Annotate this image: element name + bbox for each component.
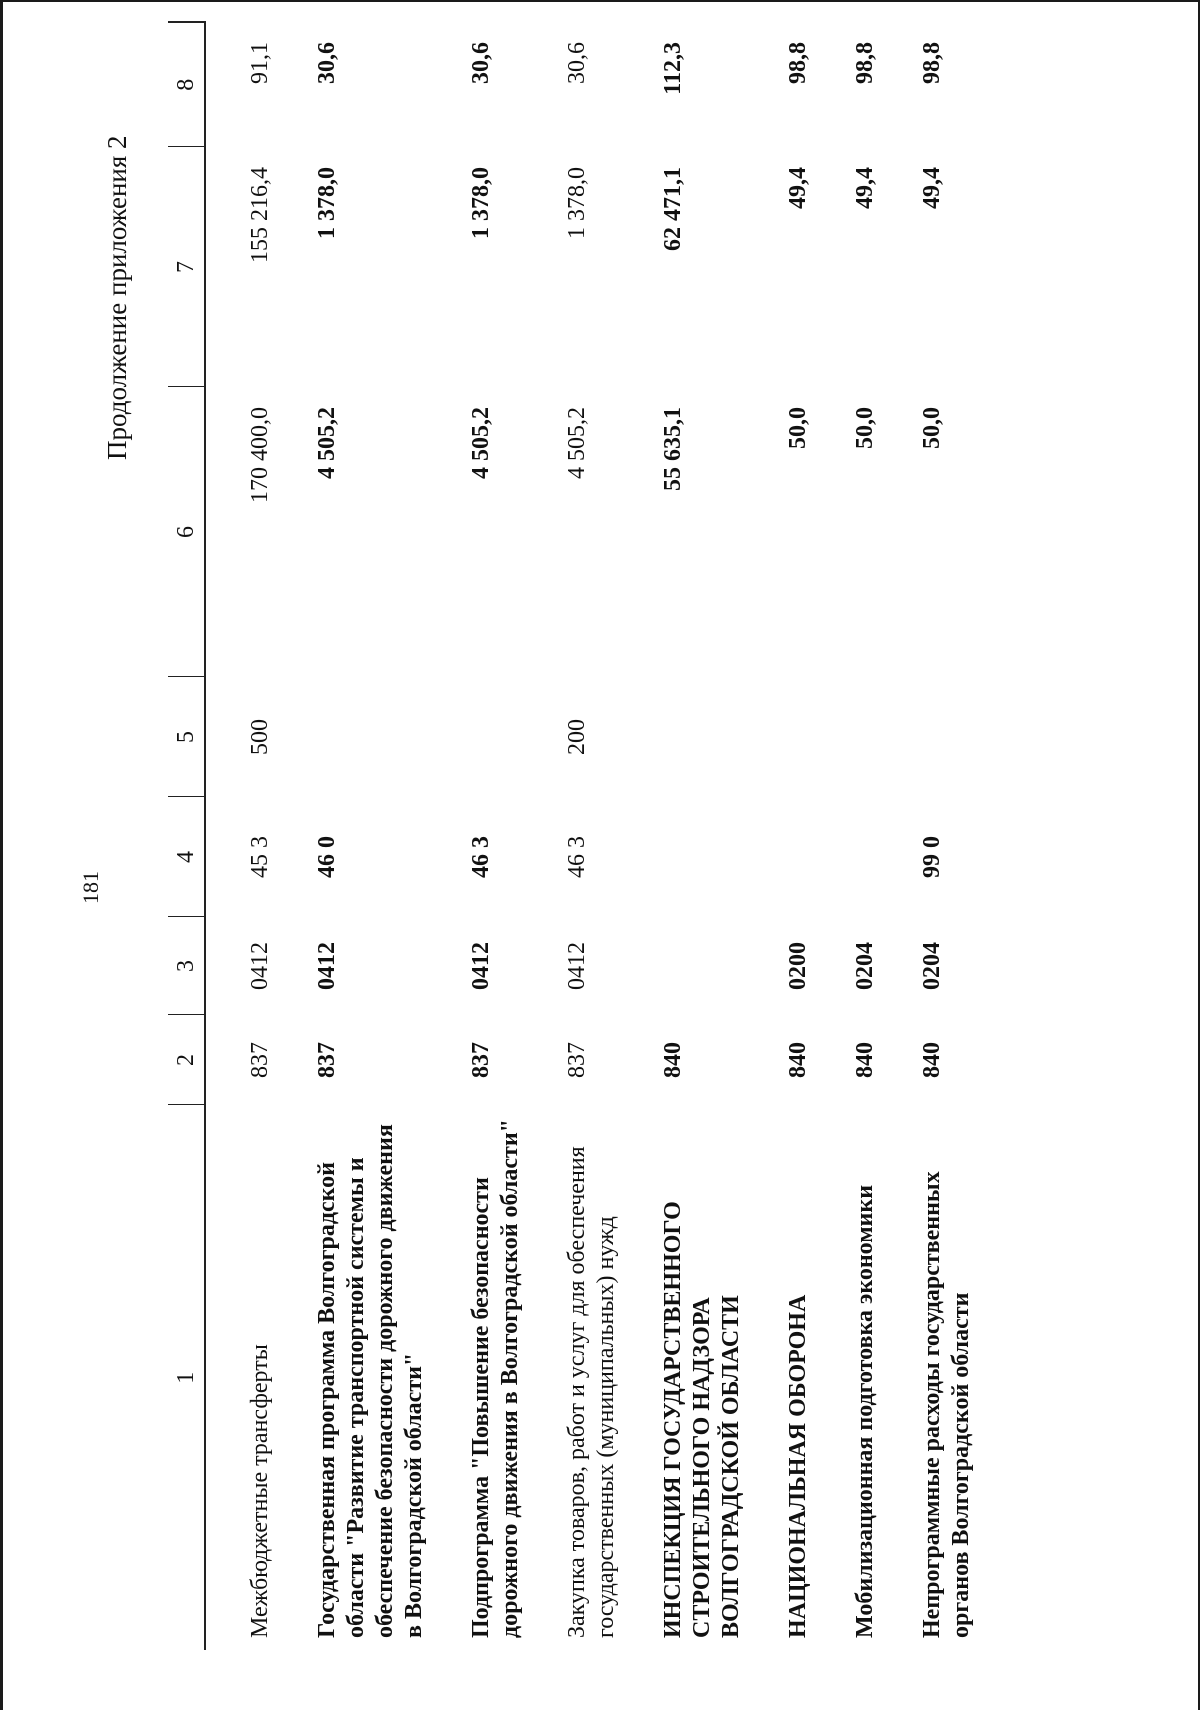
table-row [439, 22, 535, 1650]
cell-col-8: 30,6 [314, 42, 340, 84]
cell-col-8: 98,8 [852, 42, 878, 84]
cell-col-7: 49,4 [852, 167, 878, 209]
cell-col-2: 840 [852, 1042, 878, 1078]
cell-col-4: 99 0 [919, 836, 945, 878]
row-name: Подпрограмма "Повышение безопасности дорожного движения в Волгоградской области" [468, 1119, 523, 1638]
table-row [823, 22, 890, 1650]
cell-col-3: 0412 [247, 942, 273, 990]
cell-col-2: 840 [660, 1042, 686, 1078]
cell-col-3: 0200 [785, 942, 811, 990]
header-col-3: 3 [168, 917, 205, 1015]
table-row [756, 22, 823, 1650]
cell-col-6: 50,0 [852, 407, 878, 449]
cell-col-5: 200 [564, 719, 590, 755]
cell-col-6: 4 505,2 [314, 407, 340, 479]
cell-col-3: 0412 [564, 942, 590, 990]
cell-col-4: 46 3 [564, 836, 590, 878]
cell-col-5 [823, 677, 890, 797]
cell-col-8: 30,6 [564, 42, 590, 84]
header-col-5: 5 [168, 677, 205, 797]
cell-col-5 [631, 677, 756, 797]
row-name: Непрограммные расходы государственных органов Волгоградской области [919, 1171, 974, 1638]
cell-col-2: 837 [564, 1042, 590, 1078]
table-row [890, 22, 986, 1650]
header-col-2: 2 [168, 1015, 205, 1105]
header-col-7: 7 [168, 147, 205, 387]
cell-col-7: 49,4 [785, 167, 811, 209]
cell-col-5 [285, 677, 439, 797]
cell-col-4: 46 0 [314, 836, 340, 878]
header-row [168, 22, 205, 1650]
cell-col-2: 837 [468, 1042, 494, 1078]
cell-col-6: 4 505,2 [564, 407, 590, 479]
cell-col-7: 1 378,0 [564, 167, 590, 239]
row-name: НАЦИОНАЛЬНАЯ ОБОРОНА [785, 1294, 811, 1638]
cell-col-6: 50,0 [919, 407, 945, 449]
cell-col-7: 155 216,4 [247, 167, 273, 263]
cell-col-8: 98,8 [785, 42, 811, 84]
row-name: Государственная программа Волгоградской области "Развитие транспортной системы и обеспечение безопасности дорожного движения в Волгоградской области" [314, 1124, 427, 1638]
cell-col-7: 1 378,0 [314, 167, 340, 239]
row-name: Мобилизационная подготовка экономики [852, 1184, 878, 1638]
cell-col-3 [631, 917, 756, 1015]
cell-col-5 [756, 677, 823, 797]
row-name: Закупка товаров, работ и услуг для обеспечения государственных (муниципальных) нужд [564, 1146, 619, 1638]
cell-col-8: 112,3 [660, 42, 686, 95]
cell-col-3: 0412 [468, 942, 494, 990]
cell-col-6: 170 400,0 [247, 407, 273, 503]
table-row [631, 22, 756, 1650]
cell-col-7: 49,4 [919, 167, 945, 209]
budget-table [168, 21, 986, 1650]
cell-col-7: 1 378,0 [468, 167, 494, 239]
cell-col-6: 4 505,2 [468, 407, 494, 479]
table-row [535, 22, 631, 1650]
continuation-label: Продолжение приложения 2 [102, 135, 132, 460]
cell-col-3: 0204 [919, 942, 945, 990]
cell-col-8: 91,1 [247, 42, 273, 84]
cell-col-2: 840 [785, 1042, 811, 1078]
row-name: ИНСПЕКЦИЯ ГОСУДАРСТВЕННОГО СТРОИТЕЛЬНОГО НАДЗОРА ВОЛГОГРАДСКОЙ ОБЛАСТИ [660, 1201, 744, 1638]
cell-col-5 [890, 677, 986, 797]
cell-col-7: 62 471,1 [660, 167, 686, 251]
page-number: 181 [78, 871, 103, 904]
cell-col-2: 837 [247, 1042, 273, 1078]
cell-col-3: 0204 [852, 942, 878, 990]
cell-col-8: 98,8 [919, 42, 945, 84]
cell-col-4: 45 3 [247, 836, 273, 878]
cell-col-2: 840 [919, 1042, 945, 1078]
cell-col-4: 46 3 [468, 836, 494, 878]
cell-col-3: 0412 [314, 942, 340, 990]
cell-col-6: 50,0 [785, 407, 811, 449]
row-name: Межбюджетные трансферты [247, 1344, 273, 1638]
cell-col-2: 837 [314, 1042, 340, 1078]
cell-col-6: 55 635,1 [660, 407, 686, 491]
cell-col-4 [756, 797, 823, 917]
cell-col-4 [823, 797, 890, 917]
cell-col-8: 30,6 [468, 42, 494, 84]
table-row [285, 22, 439, 1650]
header-col-8: 8 [168, 22, 205, 147]
cell-col-5 [439, 677, 535, 797]
table-row [205, 22, 285, 1650]
header-col-6: 6 [168, 387, 205, 677]
header-col-1: 1 [168, 1105, 205, 1650]
cell-col-5: 500 [247, 719, 273, 755]
cell-col-4 [631, 797, 756, 917]
header-col-4: 4 [168, 797, 205, 917]
